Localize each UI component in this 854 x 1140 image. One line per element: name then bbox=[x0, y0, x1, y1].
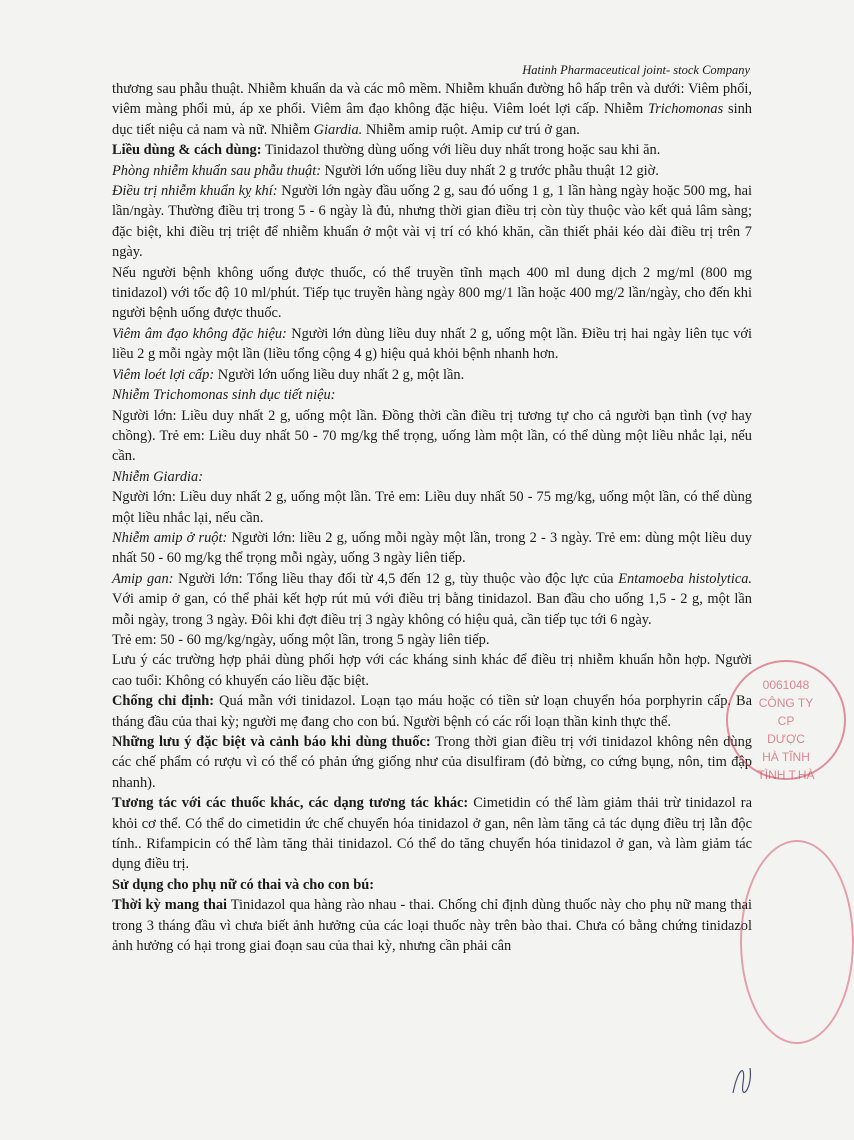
trichomonas-paragraph: Người lớn: Liều duy nhất 2 g, uống một lần. Đồng thời cần điều trị tương tự cho cả người bạn tình (vợ hay chồng). Trẻ em: Liều duy nhất 50 - 70 mg/kg thể trọng, uống làm một lần, có thể dùng một liều nhắc lại, nếu cần. bbox=[112, 407, 752, 465]
company-stamp bbox=[726, 660, 846, 780]
indications-continued bbox=[112, 79, 752, 140]
text: Entamoeba histolytica. bbox=[618, 570, 752, 587]
text: Quá mẫn với tinidazol. Loạn tạo máu hoặc có tiền sử loạn chuyển hóa porphyrin cấp. Ba tháng đầu của thai kỳ; người mẹ đang cho con bú. Người bệnh có các rối loạn thần kinh thực thể. bbox=[112, 693, 752, 730]
stamp-text: 0061048 bbox=[762, 678, 810, 692]
subheading: Thời kỳ mang thai bbox=[112, 897, 228, 914]
subheading: Điều trị nhiễm khuẩn kỵ khí: bbox=[112, 183, 278, 200]
stamp-text: DƯỢC bbox=[767, 732, 805, 746]
text: Người lớn uống liều duy nhất 2 g trước phẫu thuật 12 giờ. bbox=[321, 162, 659, 179]
section-heading: Những lưu ý đặc biệt và cảnh báo khi dùng thuốc: bbox=[112, 734, 431, 750]
text: thương sau phẫu thuật. Nhiễm khuẩn da và các mô mềm. Nhiễm khuẩn đường hô hấp trên và dưới: Viêm phổi, viêm màng phổi mủ, áp xe phổi. Viêm âm đạo không đặc hiệu. Viêm loét lợi cấp. Nhiễm bbox=[112, 81, 752, 118]
subheading: Nhiễm amip ở ruột: bbox=[112, 529, 228, 546]
warning-paragraph bbox=[112, 732, 752, 793]
text: Tinidazol qua hàng rào nhau - thai. Chống chỉ định dùng thuốc này cho phụ nữ mang thai trong 3 tháng đầu vì chưa biết ảnh hưởng của các loại thuốc này trên bào thai. Chưa có bằng chứng tinidazol ảnh hưởng có hại trong giai đoạn sau của thai kỳ, nhưng cần phải cân bbox=[112, 897, 752, 955]
text: Người lớn: liều 2 g, uống mỗi ngày một lần, trong 2 - 3 ngày. Trẻ em: dùng một liều duy nhất 50 - 60 mg/kg thể trọng mỗi ngày, uống 3 ngày liên tiếp. bbox=[112, 529, 753, 567]
dosage-paragraph bbox=[112, 140, 752, 160]
section-heading: Tương tác với các thuốc khác, các dạng tương tác khác: bbox=[112, 795, 469, 812]
prevention-paragraph bbox=[112, 161, 752, 181]
subheading: Phòng nhiễm khuẩn sau phẫu thuật: bbox=[112, 162, 322, 179]
text: Tinidazol thường dùng uống với liều duy nhất trong hoặc sau khi ăn. bbox=[261, 142, 661, 159]
company-header: Hatinh Pharmaceutical joint- stock Company bbox=[522, 63, 750, 77]
text: Trong thời gian điều trị với tinidazol không nên dùng các chế phẩm có rượu vì có thể có phản ứng giống như của disulfiram (đỏ bừng, co cứng bụng, nôn, tim đập nhanh). bbox=[112, 734, 752, 791]
text: Người lớn dùng liều duy nhất 2 g, uống một lần. Điều trị hai ngày liên tục với liều 2 g mỗi ngày một lần (liều tổng cộng 4 g) hiệu quả khỏi bệnh nhanh hơn. bbox=[112, 325, 752, 363]
pregnancy-heading: Sử dụng cho phụ nữ có thai và cho con bú: bbox=[112, 876, 374, 893]
amoeba-paragraph bbox=[112, 528, 752, 569]
child-paragraph: Trẻ em: 50 - 60 mg/kg/ngày, uống một lần, trong 5 ngày liên tiếp. bbox=[112, 631, 490, 648]
seal-mark bbox=[740, 840, 854, 1044]
interaction-paragraph bbox=[112, 793, 752, 875]
text: Với amip ở gan, có thể phải kết hợp rút mủ với điều trị bằng tinidazol. Ban đầu cho uống 1,5 - 2 g, một lần mỗi ngày, trong 3 ngày. Đôi khi đợt điều trị 3 ngày không có hiệu quả, cần tiếp tục tới 6 ngày. bbox=[112, 591, 752, 628]
text: Trichomonas bbox=[648, 101, 724, 118]
subheading: Viêm âm đạo không đặc hiệu: bbox=[112, 325, 287, 342]
stamp-text: CÔNG TY bbox=[758, 696, 814, 710]
section-heading: Chống chỉ định: bbox=[112, 693, 215, 710]
anaerobic-paragraph bbox=[112, 181, 752, 263]
signature-mark bbox=[728, 1058, 758, 1098]
text: Nhiễm amip ruột. Amip cư trú ở gan. bbox=[362, 121, 580, 138]
giardia-heading: Nhiễm Giardia: bbox=[112, 468, 204, 485]
liver-paragraph bbox=[112, 569, 752, 630]
giardia-paragraph: Người lớn: Liều duy nhất 2 g, uống một lần. Trẻ em: Liều duy nhất 50 - 75 mg/kg, uống một lần, có thể dùng một liều nhắc lại, nếu cần. bbox=[112, 489, 752, 526]
gum-paragraph bbox=[112, 365, 752, 385]
document-body bbox=[112, 79, 752, 956]
text: sinh dục tiết niệu cả nam và nữ. Nhiễm bbox=[112, 101, 752, 138]
vaginitis-paragraph bbox=[112, 324, 752, 365]
section-heading: Liều dùng & cách dùng: bbox=[112, 142, 262, 159]
stamp-text: CP bbox=[777, 714, 795, 728]
text: Người lớn ngày đầu uống 2 g, sau đó uống 1 g, 1 lần hàng ngày hoặc 500 mg, hai lần/ngày. Thường điều trị trong 5 - 6 ngày là đủ, nhưng thời gian điều trị còn tùy thuộc vào kết quả lâm sàng; đặc biệt, khi điều trị triệt để nhiễm khuẩn ở một vài vị trí có khó khăn, cần thiết phải kéo dài điều trị trên 7 ngày. bbox=[112, 183, 752, 261]
trichomonas-heading: Nhiễm Trichomonas sinh dục tiết niệu: bbox=[112, 387, 336, 404]
note-paragraph: Lưu ý các trường hợp phải dùng phối hợp với các kháng sinh khác để điều trị nhiễm khuẩn hỗn hợp. Người cao tuổi: Không có khuyến cáo liều đặc biệt. bbox=[112, 652, 752, 689]
text: Giardia. bbox=[313, 121, 363, 138]
subheading: Amip gan: bbox=[112, 570, 174, 587]
pregnancy-paragraph bbox=[112, 895, 752, 956]
text: Cimetidin có thể làm giảm thải trừ tinidazol ra khỏi cơ thể. Có thể do cimetidin ức chế chuyển hóa tinidazol ở gan, nên làm tăng cả tác dụng điều trị lẫn độc tính.. Rifampicin có thể làm tăng thải tinidazol. Có thể do tăng chuyển hóa tinidazol ở gan, và làm giảm tác dụng điều trị. bbox=[112, 795, 752, 873]
stamp-text: HÀ TĨNH bbox=[762, 750, 810, 764]
contraindication-paragraph bbox=[112, 691, 752, 732]
subheading: Viêm loét lợi cấp: bbox=[112, 366, 215, 383]
text: Người lớn uống liều duy nhất 2 g, một lần. bbox=[214, 366, 465, 383]
text: Người lớn: Tổng liều thay đổi từ 4,5 đến 12 g, tùy thuộc vào độc lực của bbox=[173, 570, 619, 587]
stamp-text: TÌNH T.HÀ bbox=[757, 768, 815, 782]
iv-paragraph: Nếu người bệnh không uống được thuốc, có thể truyền tĩnh mạch 400 ml dung dịch 2 mg/ml (800 mg tinidazol) với tốc độ 10 ml/phút. Tiếp tục truyền hàng ngày 800 mg/1 lần hoặc 400 mg/2 lần/ngày, cho đến khi người bệnh uống được thuốc. bbox=[112, 264, 752, 322]
